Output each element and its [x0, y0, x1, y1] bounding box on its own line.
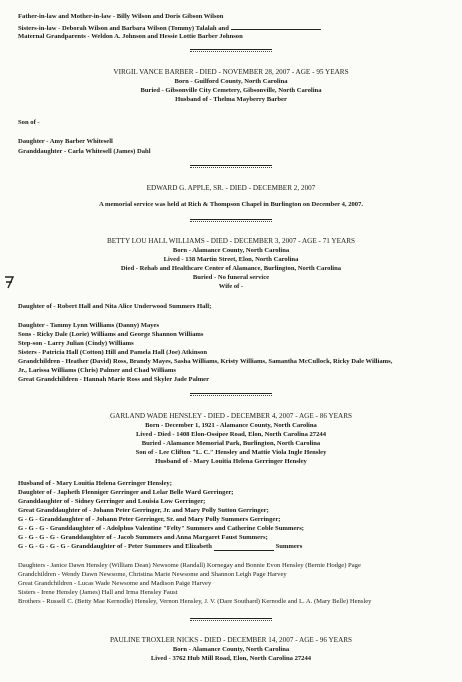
blank-line: [231, 23, 321, 30]
hensley-buried: Buried - Alamance Memorial Park, Burlington, North Carolina: [141, 440, 321, 447]
separator: [190, 618, 272, 625]
barber-son-of: Son of -: [18, 119, 40, 126]
nicks-born: Born - Alamance County, North Carolina: [172, 646, 290, 653]
williams-step-son: Step-son - Larry Julian (Cindy) Williams: [18, 340, 134, 347]
barber-husband: Husband of - Thelma Mayberry Barber: [175, 96, 287, 103]
hensley-husband-of: Husband of - Mary Louitia Helena Gerringer Hensley: [155, 458, 307, 465]
obituary-title-barber: VIRGIL VANCE BARBER - DIED - NOVEMBER 28, 2007 - AGE - 95 YEARS: [113, 68, 349, 76]
williams-grandchildren: Grandchildren - Heather (David) Ross, Brandy Mayes, Sasha Williams, Kristy Williams, Samantha McCullock, Ricky Dale Williams,: [18, 358, 393, 365]
genealogy-text: G - G - G - G - G - Granddaughter of - Peter Summers and Elizabeth: [18, 543, 212, 550]
genealogy-surname: Summers: [275, 543, 303, 550]
obituary-title-williams: BETTY LOU HALL WILLIAMS - DIED - DECEMBER 3, 2007 - AGE - 71 YEARS: [106, 237, 355, 245]
handwritten-mark-icon: [4, 275, 14, 289]
williams-wife-of: Wife of -: [218, 283, 244, 290]
hensley-sisters: Sisters - Irene Hensley (James) Hall and Irma Hensley Faust: [18, 589, 178, 596]
separator: [190, 393, 272, 400]
sisters-in-law-text: Sisters-in-law - Deborah Wilson and Barbara Wilson (Tommy) Talalah and: [18, 25, 229, 32]
hensley-born: Born - December 1, 1921 - Alamance County, North Carolina: [145, 422, 317, 429]
blank-line: [214, 544, 274, 551]
williams-grandchildren-continued: Jr., Larissa Williams (Chris) Palmer and Chad Williams: [18, 367, 176, 374]
barber-born: Born - Guilford County, North Carolina: [174, 78, 288, 85]
genealogy-line: G - G - G - Granddaughter of - Adolphus Valentine "Felty" Summers and Catherine Coble Summers;: [18, 525, 304, 532]
obituary-title-apple: EDWARD G. APPLE, SR. - DIED - DECEMBER 2, 2007: [146, 184, 316, 192]
barber-daughter: Daughter - Amy Barber Whitesell: [18, 138, 113, 145]
hensley-brothers: Brothers - Russell C. (Betty Mae Kernodle) Hensley, Vernon Hensley, J. V. (Dare Southard) Kernodle and L. A. (Mary Belle) Hensley: [18, 598, 372, 605]
genealogy-line: Husband of - Mary Louitia Helena Gerringer Hensley;: [18, 480, 172, 487]
barber-buried: Buried - Gibsonville City Cemetery, Gibsonville, North Carolina: [140, 87, 322, 94]
hensley-lived-died: Lived - Died - 1408 Elon-Ossipee Road, Elon, North Carolina 27244: [135, 431, 326, 438]
maternal-grandparents-line: Maternal Grandparents - Weldon A. Johnson and Hessie Lottie Barber Johnson: [18, 33, 243, 40]
genealogy-line: Granddaughter of - Sidney Gerringer and Louisia Low Gerringer;: [18, 498, 206, 505]
williams-lived: Lived - 138 Martin Street, Elon, North Carolina: [163, 256, 299, 263]
genealogy-line: G - G - G - G - Granddaughter of - Jacob Summers and Anna Margaret Faust Summers;: [18, 534, 268, 541]
sisters-in-law-line: [18, 23, 321, 33]
williams-buried: Buried - No funeral service: [192, 274, 270, 281]
williams-born: Born - Alamance County, North Carolina: [172, 247, 290, 254]
williams-sons: Sons - Ricky Dale (Lorie) Williams and George Shannon Williams: [18, 331, 204, 338]
genealogy-line: Daughter of - Japheth Flenniger Gerringer and Lelar Belle Ward Gerringer;: [18, 489, 234, 496]
genealogy-line: [18, 543, 302, 551]
apple-memorial: A memorial service was held at Rich & Thompson Chapel in Burlington on December 4, 2007.: [98, 201, 364, 208]
father-in-law-line: Father-in-law and Mother-in-law - Billy Wilson and Doris Gibson Wilson: [18, 13, 224, 20]
barber-granddaughter: Granddaughter - Carla Whitesell (James) Dahl: [18, 148, 151, 155]
separator: [190, 219, 272, 226]
hensley-great-grandchildren: Great Grandchildren - Lucas Wade Newsome and Madison Paige Harvey: [18, 580, 212, 587]
nicks-lived: Lived - 3762 Hub Mill Road, Elon, North Carolina 27244: [150, 655, 312, 662]
hensley-daughters: Daughters - Janice Dawn Hensley (William Dean) Newsome (Randall) Kornegay and Bonnie Evon Hensley (Bernie Hodge) Page: [18, 562, 361, 569]
williams-daughter: Daughter - Tammy Lynn Williams (Danny) Mayes: [18, 322, 160, 329]
williams-great-grandchildren: Great Grandchildren - Hannah Marie Ross and Skyler Jade Palmer: [18, 376, 210, 383]
williams-daughter-of: Daughter of - Robert Hall and Nita Alice Underwood Summers Hall;: [18, 303, 212, 310]
hensley-grandchildren: Grandchildren - Wendy Dawn Newsome, Christina Marie Newsome and Shannon Leigh Page Harvey: [18, 571, 287, 578]
obituary-title-hensley: GARLAND WADE HENSLEY - DIED - DECEMBER 4, 2007 - AGE - 86 YEARS: [109, 412, 353, 420]
separator: [190, 165, 272, 172]
obituary-title-nicks: PAULINE TROXLER NICKS - DIED - DECEMBER 14, 2007 - AGE - 96 YEARS: [109, 636, 353, 644]
separator: [190, 49, 272, 56]
genealogy-line: Great Granddaughter of - Johann Peter Gerringer, Jr. and Mary Polly Sutton Gerringer;: [18, 507, 269, 514]
genealogy-line: G - G - Granddaughter of - Johann Peter Gerringer, Sr. and Mary Polly Summers Gerringer;: [18, 516, 281, 523]
williams-sisters: Sisters - Patricia Hall (Cotton) Hill and Pamela Hall (Joe) Atkinson: [18, 349, 208, 356]
williams-died: Died - Rehab and Healthcare Center of Alamance, Burlington, North Carolina: [120, 265, 342, 272]
hensley-son-of: Son of - Lee Clifton "L. C." Hensley and Mattie Viola Ingle Hensley: [135, 449, 327, 456]
